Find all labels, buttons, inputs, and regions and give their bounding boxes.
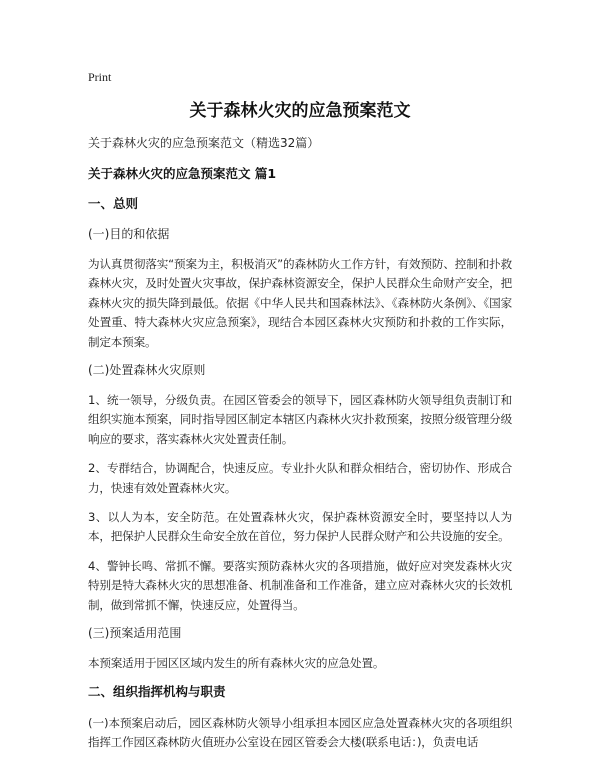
- paragraph-purpose: 为认真贯彻落实“预案为主，积极消灭”的森林防火工作方针，有效预防、控制和扑救森林火灾，及时处置火灾事故，保护森林资源安全，保护人民群众生命财产安全，把森林火灾的损失降到最低。依据《中华人民共和国森林法》、《森林防火条例》、《国家处置重、特大森林火灾应急预案》，现结合本园区森林火灾预防和扑救的工作实际，制定本预案。: [88, 257, 512, 349]
- subheading-purpose: (一)目的和依据: [88, 227, 170, 241]
- paragraph-principle-2: 2、专群结合，协调配合，快速反应。专业扑火队和群众相结合，密切协作、形成合力，快速有效处置森林火灾。: [88, 461, 512, 495]
- section-heading-general: 一、总则: [88, 196, 139, 211]
- paragraph-principle-1: 1、统一领导，分级负责。在园区管委会的领导下，园区森林防火领导组负责制订和组织实施本预案，同时指导园区制定本辖区内森林火灾扑救预案，按照分级管理分级响应的要求，落实森林火灾处置责任制。: [88, 393, 512, 446]
- paragraph-organization: (一)本预案启动后，园区森林防火领导小组承担本园区应急处置森林火灾的各项组织指挥工作园区森林防火值班办公室设在园区管委会大楼(联系电话：)，负责电话: [88, 715, 512, 749]
- paragraph-principle-4: 4、警钟长鸣、常抓不懈。要落实预防森林火灾的各项措施，做好应对突发森林火灾特别是特大森林火灾的思想准备、机制准备和工作准备，建立应对森林火灾的长效机制，做到常抓不懈，快速反应，处置得当。: [88, 558, 512, 612]
- document-title: 关于森林火灾的应急预案范文: [189, 101, 411, 121]
- subheading-principles: (二)处置森林火灾原则: [88, 363, 206, 378]
- document-subtitle: 关于森林火灾的应急预案范文（精选32篇）: [88, 136, 320, 150]
- section-heading-organization: 二、组织指挥机构与职责: [88, 683, 226, 699]
- print-link[interactable]: Print: [88, 70, 112, 84]
- chapter-heading: 关于森林火灾的应急预案范文 篇1: [88, 166, 277, 181]
- subheading-scope: (三)预案适用范围: [88, 626, 182, 641]
- paragraph-principle-3: 3、以人为本，安全防范。在处置森林火灾，保护森林资源安全时，要坚持以人为本，把保护人民群众生命安全放在首位，努力保护人民群众财产和公共设施的安全。: [88, 510, 512, 544]
- paragraph-scope: 本预案适用于园区区域内发生的所有森林火灾的应急处置。: [88, 656, 385, 671]
